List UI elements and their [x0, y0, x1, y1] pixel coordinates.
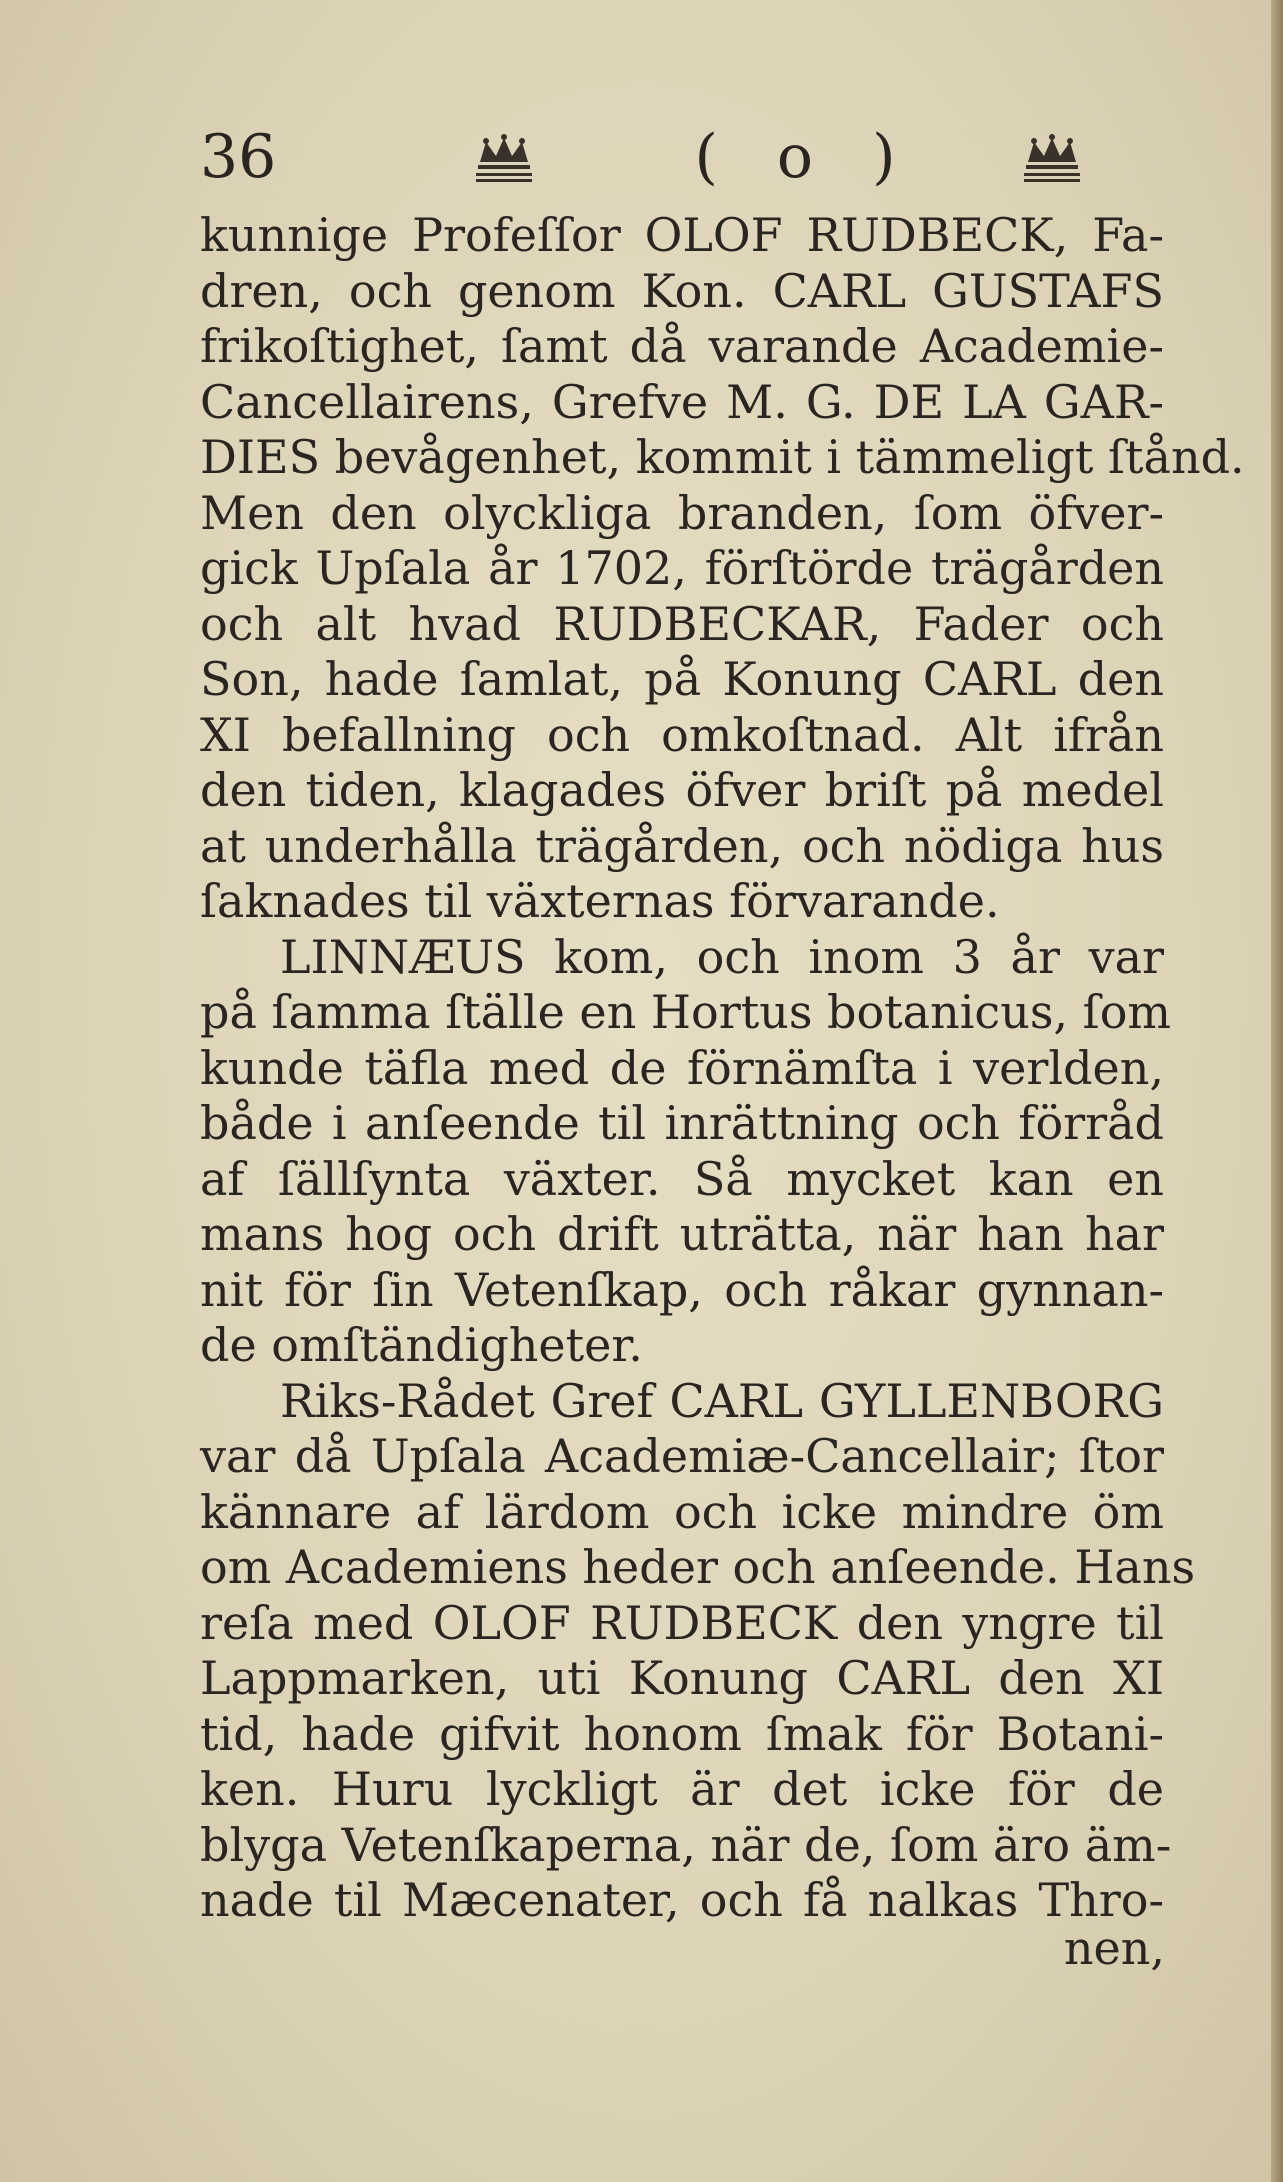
text-line: och alt hvad RUDBECKAR, Fader och [200, 596, 1164, 651]
text-line: Lappmarken, uti Konung CARL den XI [200, 1651, 1164, 1705]
text-line: Men den olyckliga branden, ſom öfver- [200, 485, 1164, 540]
catchword: nen, [1063, 1921, 1165, 1975]
text-line: mans hog och drift uträtta, när han har [200, 1207, 1164, 1261]
text-line: nit för ſin Vetenſkap, och råkar gynnan- [200, 1262, 1164, 1317]
text-line: gick Upſala år 1702, förſtörde trägården [200, 541, 1164, 595]
text-line: LINNÆUS kom, och inom 3 år var [280, 929, 1164, 984]
text-line: Son, hade ſamlat, på Konung CARL den [200, 652, 1164, 706]
body-text [200, 208, 1245, 1929]
text-line: om Academiens heder och anſeende. Hans [200, 1540, 1196, 1594]
crown-ornament-icon [472, 132, 536, 184]
text-line: blyga Vetenſkaperna, när de, ſom äro äm- [200, 1817, 1172, 1872]
text-line: Riks-Rådet Gref CARL GYLLENBORG [280, 1373, 1164, 1428]
running-header [200, 112, 1100, 202]
text-line: ſaknades til växternas förvarande. [200, 874, 1000, 928]
text-line: tid, hade gifvit honom ſmak för Botani- [200, 1706, 1164, 1761]
text-line: var då Upſala Academiæ-Cancellair; ſtor [200, 1429, 1164, 1483]
text-line: på ſamma ſtälle en Hortus botanicus, ſom [200, 985, 1172, 1039]
text-line: både i anſeende til inrättning och förråd [200, 1096, 1164, 1150]
text-line: at underhålla trägården, och nödiga hus [200, 818, 1164, 873]
page-number: 36 [200, 122, 277, 192]
text-line: XI befallning och omkoſtnad. Alt ifrån [200, 707, 1164, 762]
text-line: nade til Mæcenater, och få nalkas Thro- [200, 1873, 1164, 1927]
folio-mark: ( o ) [694, 122, 916, 192]
text-line: kunnige Profeſſor OLOF RUDBECK, Fa- [200, 208, 1164, 262]
text-line: af ſällſynta växter. Så mycket kan en [200, 1151, 1164, 1206]
text-line: DIES bevågenhet, kommit i tämmeligt ſtånd. [200, 430, 1245, 484]
text-line: den tiden, klagades öfver briſt på medel [200, 763, 1164, 817]
text-line: kännare af lärdom och icke mindre öm [200, 1484, 1164, 1539]
text-line: ken. Huru lyckligt är det icke för de [200, 1762, 1164, 1816]
text-line: frikoſtighet, ſamt då varande Academie- [200, 319, 1164, 373]
crown-ornament-icon [1020, 132, 1084, 184]
text-line: kunde täfla med de förnämſta i verlden, [200, 1040, 1164, 1095]
text-line: Cancellairens, Grefve M. G. DE LA GAR- [200, 374, 1164, 429]
text-line: reſa med OLOF RUDBECK den yngre til [200, 1595, 1164, 1650]
text-line: de omſtändigheter. [200, 1318, 643, 1372]
page-edge [1271, 0, 1283, 2182]
text-line: dren, och genom Kon. CARL GUSTAFS [200, 263, 1164, 318]
